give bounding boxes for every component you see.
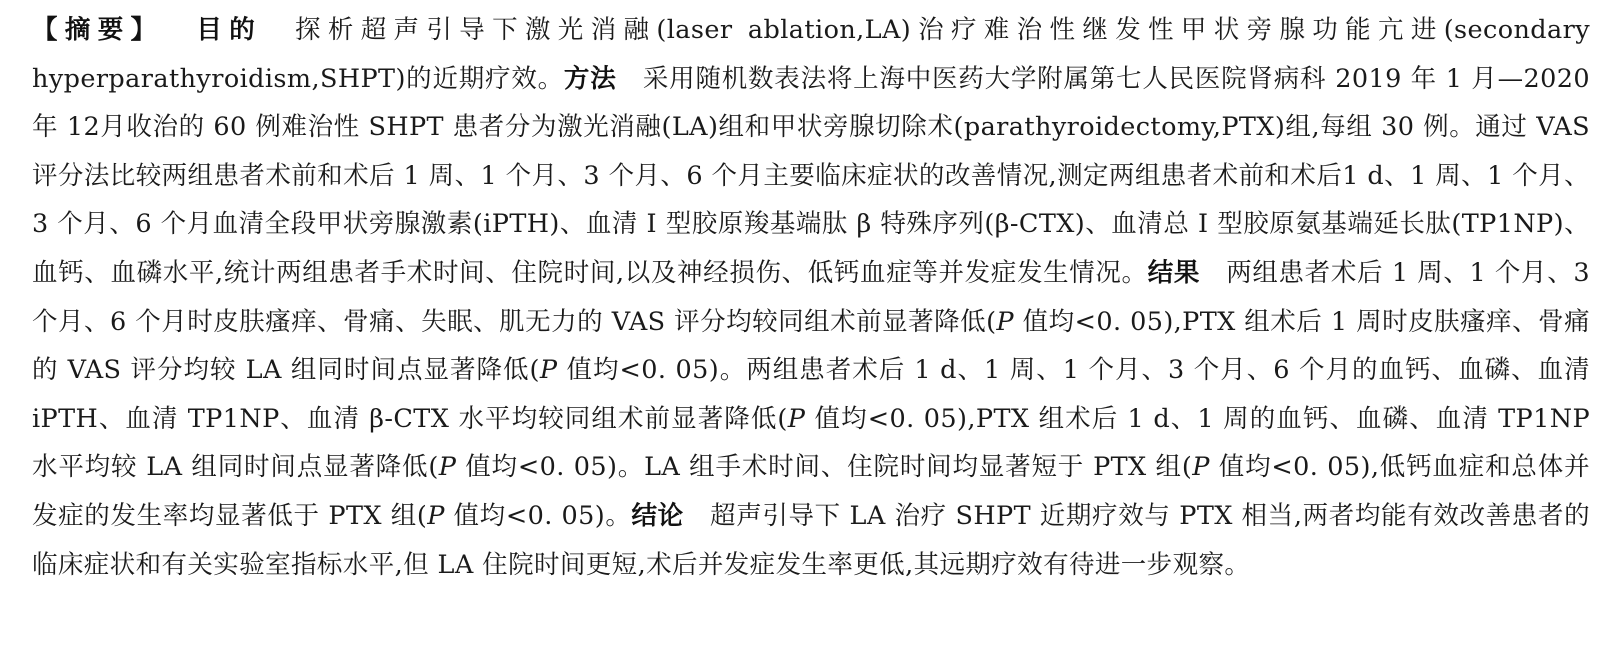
p-value-symbol: P xyxy=(438,452,457,483)
results-text-part-1: 两组患者术后 1 周、1 个月、3 个月、6 个月时皮肤瘙痒、骨痛、失眠、肌无力的 VAS 评分均较同组术前显著降低( xyxy=(32,257,1590,337)
objective-label: 目的 xyxy=(189,15,263,45)
results-text-part-2: 值均<0. 05),PTX 组术后 1 周时皮肤瘙痒、骨痛的 VAS 评分均较 LA 组同时间点显著降低( xyxy=(32,306,1590,386)
results-text-part-3: 值均<0. 05)。两组患者术后 1 d、1 周、1 个月、3 个月、6 个月的血钙、血磷、血清 iPTH、血清 TP1NP、血清 β-CTX 水平均较同组术前显著降低( xyxy=(32,355,1591,434)
conclusion-text: 超声引导下 LA 治疗 SHPT 近期疗效与 PTX 相当,两者均能有效改善患者的临床症状和有关实验室指标水平,但 LA 住院时间更短,术后并发症发生率更低,其远期疗效有待进一步观察。 xyxy=(32,500,1590,580)
p-value-symbol: P xyxy=(1192,452,1210,483)
results-text-part-5: 值均<0. 05)。LA 组手术时间、住院时间均显著短于 PTX 组( xyxy=(456,452,1193,483)
methods-text: 采用随机数表法将上海中医药大学附属第七人民医院肾病科 2019 年 1 月—2020 年 12月收治的 60 例难治性 SHPT 患者分为激光消融(LA)组和甲状旁腺切除术(parathyroidectomy,PTX)组,每组 30 例。通过 VAS 评分法比较两组患者术前和术后 1 周、1 个月、3 个月、6 个月主要临床症状的改善情况,测定两组患者术前和术后1 d、1 周、1 个月、3 个月、6 个月血清全段甲状旁腺激素(iPTH)、血清 Ⅰ 型胶原羧基端肽 β 特殊序列(β-CTX)、血清总 Ⅰ 型胶原氨基端延长肽(TP1NP)、血钙、血磷水平,统计两组患者手术时间、住院时间,以及神经损伤、低钙血症等并发症发生情况。 xyxy=(32,63,1590,288)
p-value-symbol: P xyxy=(427,500,445,531)
methods-label: 方法 xyxy=(563,63,617,94)
results-label: 结果 xyxy=(1147,257,1200,288)
results-text-part-7: 值均<0. 05)。 xyxy=(444,500,632,531)
conclusion-label: 结论 xyxy=(631,500,684,531)
p-value-symbol: P xyxy=(787,403,806,434)
p-value-symbol: P xyxy=(539,355,558,386)
objective-text: 探析超声引导下激光消融(laser ablation,LA)治疗难治性继发性甲状旁腺功能亢进(secondary hyperparathyroidism,SHPT)的近期疗效。 xyxy=(32,15,1590,94)
abstract-heading: 【摘要】 xyxy=(32,15,164,45)
results-text-part-4: 值均<0. 05),PTX 组术后 1 d、1 周的血钙、血磷、血清 TP1NP 水平均较 LA 组同时间点显著降低( xyxy=(32,403,1590,483)
p-value-symbol: P xyxy=(996,306,1014,337)
results-text-part-6: 值均<0. 05),低钙血症和总体并发症的发生率均显著低于 PTX 组( xyxy=(32,452,1590,531)
